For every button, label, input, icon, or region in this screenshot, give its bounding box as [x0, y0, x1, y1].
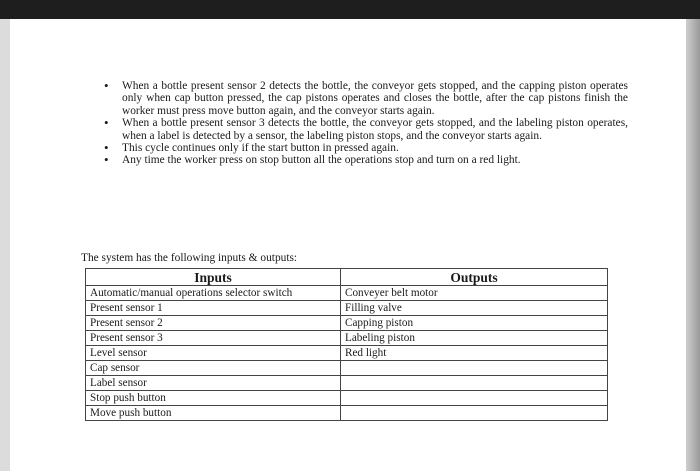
header-outputs: Outputs [341, 269, 608, 286]
top-dark-bar [0, 0, 700, 19]
bullet-list [98, 80, 628, 167]
input-cell: Level sensor [86, 346, 341, 361]
table-header-row [86, 269, 608, 286]
table-row [86, 286, 608, 301]
input-cell: Present sensor 3 [86, 331, 341, 346]
output-cell: Capping piston [341, 316, 608, 331]
output-cell: Labeling piston [341, 331, 608, 346]
table-row [86, 316, 608, 331]
output-cell [341, 406, 608, 421]
bullet-item: • When a bottle present sensor 2 detects the bottle, the conveyor gets stopped, and the capping piston operates only when cap button pressed, the cap pistons operates and closes the bottle, after the cap pistons finish the worker must press move button again, and the conveyor starts again. [98, 80, 628, 117]
input-cell: Stop push button [86, 391, 341, 406]
input-cell: Automatic/manual operations selector switch [86, 286, 341, 301]
output-cell: Filling valve [341, 301, 608, 316]
output-cell: Conveyer belt motor [341, 286, 608, 301]
bullet-item: • This cycle continues only if the start button in pressed again. [98, 142, 628, 154]
table-row [86, 376, 608, 391]
right-edge-shadow [686, 19, 700, 471]
output-cell [341, 361, 608, 376]
bullet-item: • When a bottle present sensor 3 detects the bottle, the conveyor gets stopped, and the labeling piston operates, when a label is detected by a sensor, the labeling piston stops, and the conveyor starts again. [98, 117, 628, 142]
table-intro-text: The system has the following inputs & outputs: [81, 252, 298, 264]
io-table [85, 268, 608, 421]
table-row [86, 346, 608, 361]
output-cell: Red light [341, 346, 608, 361]
table-row [86, 406, 608, 421]
input-cell: Label sensor [86, 376, 341, 391]
header-inputs: Inputs [86, 269, 341, 286]
output-cell [341, 376, 608, 391]
input-cell: Cap sensor [86, 361, 341, 376]
table-row [86, 361, 608, 376]
input-cell: Move push button [86, 406, 341, 421]
table-row [86, 391, 608, 406]
bullet-item: • Any time the worker press on stop button all the operations stop and turn on a red light. [98, 154, 628, 166]
table-row [86, 301, 608, 316]
input-cell: Present sensor 1 [86, 301, 341, 316]
output-cell [341, 391, 608, 406]
input-cell: Present sensor 2 [86, 316, 341, 331]
table-row [86, 331, 608, 346]
